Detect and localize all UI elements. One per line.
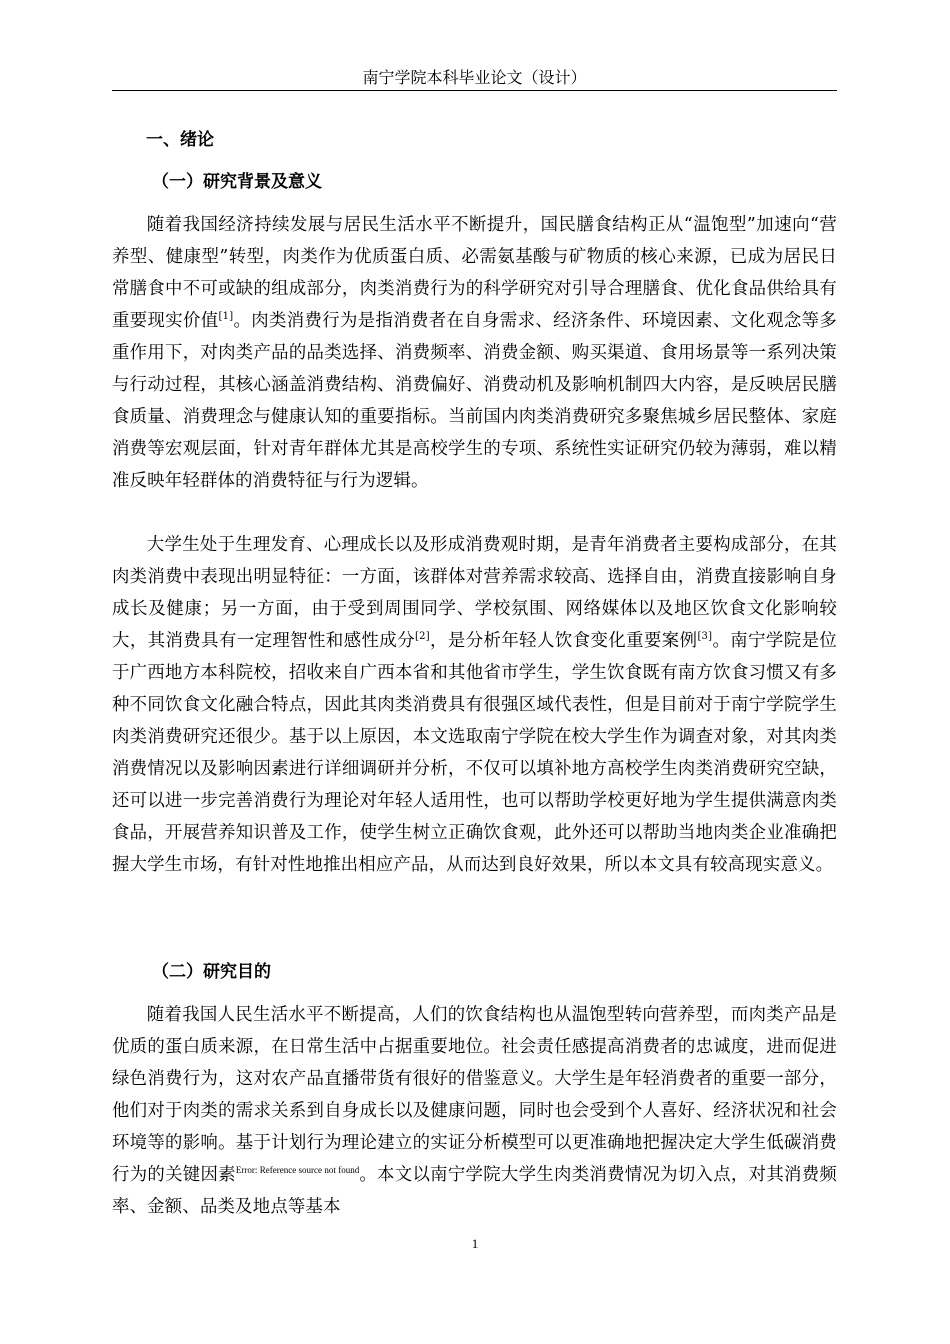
citation-ref: [3]	[697, 631, 713, 643]
citation-ref: [1]	[218, 311, 234, 323]
paragraph-background-1	[112, 209, 837, 497]
paragraph-text: 随着我国经济持续发展与居民生活水平不断提升，国民膳食结构正从“温饱型”加速向“营养型、健康型”转型，肉类作为优质蛋白质、必需氨基酸与矿物质的核心来源，已成为居民日常膳食中不可或缺的组成部分，肉类消费行为的科学研究对引导合理膳食、优化食品供给具有重要现实价值	[112, 215, 837, 331]
section-heading-introduction: 一、绪论	[146, 130, 214, 150]
page-number: 1	[471, 1236, 479, 1251]
paragraph-text: 。南宁学院是位于广西地方本科院校，招收来自广西本省和其他省市学生，学生饮食既有南方饮食习惯又有多种不同饮食文化融合特点，因此其肉类消费具有很强区域代表性，但是目前对于南宁学院学生肉类消费研究还很少。基于以上原因，本文选取南宁学院在校大学生作为调查对象，对其肉类消费情况以及影响因素进行详细调研并分析，不仅可以填补地方高校学生肉类消费研究空缺，还可以进一步完善消费行为理论对年轻人适用性，也可以帮助学校更好地为学生提供满意肉类食品，开展营养知识普及工作，使学生树立正确饮食观，此外还可以帮助当地肉类企业准确把握大学生市场，有针对性地推出相应产品，从而达到良好效果，所以本文具有较高现实意义。	[112, 631, 837, 875]
subsection-heading-background: （一）研究背景及意义	[152, 172, 322, 192]
subsection-heading-purpose: （二）研究目的	[152, 962, 271, 982]
reference-error-note: Error: Reference source not found	[235, 1165, 360, 1176]
paragraph-text: 。肉类消费行为是指消费者在自身需求、经济条件、环境因素、文化观念等多重作用下，对肉类产品的品类选择、消费频率、消费金额、购买渠道、食用场景等一系列决策与行动过程，其核心涵盖消费结构、消费偏好、消费动机及影响机制四大内容，是反映居民膳食质量、消费理念与健康认知的重要指标。当前国内肉类消费研究多聚焦城乡居民整体、家庭消费等宏观层面，针对青年群体尤其是高校学生的专项、系统性实证研究仍较为薄弱，难以精准反映年轻群体的消费特征与行为逻辑。	[112, 311, 838, 491]
paragraph-purpose-1	[112, 999, 837, 1223]
citation-ref: [2]	[415, 631, 430, 643]
paragraph-text: ，是分析年轻人饮食变化重要案例	[429, 631, 698, 651]
paragraph-text: 。本文以南宁学院大学生肉类消费情况为切入点，对其消费频率、金额、品类及地点等基本	[112, 1165, 838, 1217]
paragraph-text: 随着我国人民生活水平不断提高，人们的饮食结构也从温饱型转向营养型，而肉类产品是优质的蛋白质来源，在日常生活中占据重要地位。社会责任感提高消费者的忠诚度，进而促进绿色消费行为，这对农产品直播带货有很好的借鉴意义。大学生是年轻消费者的重要一部分，他们对于肉类的需求关系到自身成长以及健康问题，同时也会受到个人喜好、经济状况和社会环境等的影响。基于计划行为理论建立的实证分析模型可以更准确地把握决定大学生低碳消费行为的关键因素	[112, 1005, 837, 1185]
paragraph-background-2	[112, 529, 837, 881]
paragraph-text: 大学生处于生理发育、心理成长以及形成消费观时期，是青年消费者主要构成部分，在其肉类消费中表现出明显特征：一方面，该群体对营养需求较高、选择自由，消费直接影响自身成长及健康；另一方面，由于受到周围同学、学校氛围、网络媒体以及地区饮食文化影响较大，其消费具有一定理智性和感性成分	[112, 535, 837, 651]
header-title: 南宁学院本科毕业论文（设计）	[362, 68, 587, 87]
page-header	[112, 66, 837, 91]
